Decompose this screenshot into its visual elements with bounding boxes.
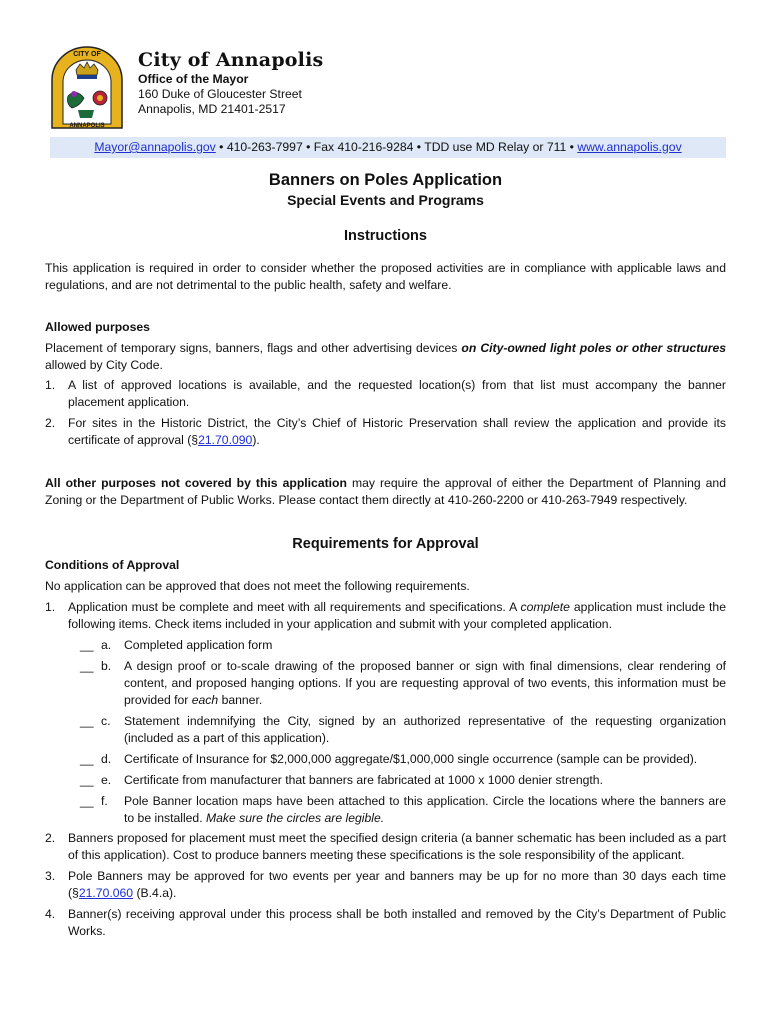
conditions-intro: No application can be approved that does not meet the following requirements.	[45, 579, 470, 593]
letterhead	[48, 44, 729, 134]
list-text: A list of approved locations is available, and the requested location(s) from that list must accompany the banner placement application.	[68, 378, 726, 409]
allowed-text-start: Placement of temporary signs, banners, flags and other advertising devices	[45, 341, 462, 355]
allowed-list	[45, 377, 726, 449]
intro-section	[45, 260, 726, 294]
list-item	[45, 599, 726, 633]
check-letter: e.	[101, 773, 112, 787]
check-text: Statement indemnifying the City, signed by an authorized representative of the requesting organization (included as a part of this application).	[124, 714, 726, 745]
check-text-emphasis: each	[191, 693, 219, 707]
checklist-item-a	[45, 637, 726, 654]
allowed-purposes-section	[45, 319, 726, 449]
separator: •	[219, 140, 224, 154]
list-text: Application must be complete and meet with all requirements and specifications. A	[68, 600, 521, 614]
check-text-end: banner.	[218, 693, 263, 707]
title-block	[45, 170, 726, 245]
page-title: Banners on Poles Application	[268, 171, 503, 189]
code-link-21-70-090[interactable]: 21.70.090	[198, 433, 253, 447]
separator: •	[569, 140, 574, 154]
check-letter: f.	[101, 794, 108, 808]
fax: Fax 410-216-9284	[313, 140, 414, 154]
requirements-heading: Requirements for Approval	[292, 536, 479, 552]
check-blank[interactable]: __	[80, 714, 94, 728]
check-letter: a.	[101, 638, 112, 652]
email-link[interactable]: Mayor@annapolis.gov	[94, 140, 216, 154]
page-subtitle: Special Events and Programs	[287, 192, 484, 208]
list-item	[45, 415, 726, 449]
list-item	[45, 377, 726, 411]
city-seal-logo	[48, 44, 126, 132]
intro-paragraph: This application is required in order to consider whether the proposed activities are in compliance with applicable laws and regulations, and are not detrimental to the public health, safety and welfare.	[45, 261, 726, 292]
list-text: For sites in the Historic District, the City’s Chief of Historic Preservation shall review the application and provide its certificate of approval (§	[68, 416, 726, 447]
list-text-end: ).	[252, 433, 260, 447]
list-number: 3.	[45, 869, 56, 883]
other-purposes-section	[45, 475, 726, 509]
check-text: Certificate of Insurance for $2,000,000 aggregate/$1,000,000 single occurrence (sample can be provided).	[124, 752, 698, 766]
office-name: Office of the Mayor	[138, 72, 249, 86]
phone: 410-263-7997	[226, 140, 303, 154]
list-number: 4.	[45, 907, 56, 921]
check-text-emphasis: Make sure the circles are legible.	[205, 811, 385, 825]
list-text: Pole Banners may be approved for two events per year and banners may be up for no more than 30 days each time (§	[68, 869, 726, 900]
check-text: Certificate from manufacturer that banners are fabricated at 1000 x 1000 denier strength.	[124, 773, 603, 787]
check-letter: d.	[101, 752, 112, 766]
list-item	[45, 868, 726, 902]
address-line-1: 160 Duke of Gloucester Street	[138, 87, 302, 101]
other-purposes-paragraph	[45, 475, 726, 509]
allowed-purposes-heading: Allowed purposes	[45, 320, 150, 334]
contact-bar	[50, 137, 726, 158]
separator: •	[416, 140, 422, 154]
check-blank[interactable]: __	[80, 659, 94, 673]
check-text: Pole Banner location maps have been attached to this application. Circle the locations where the banners are to be installed.	[124, 794, 726, 825]
list-text: Banners proposed for placement must meet the specified design criteria (a banner schematic has been included as a part of this application). Cost to produce banners meeting these specifications is the sole responsibility of the applicant.	[68, 831, 726, 862]
check-letter: b.	[101, 659, 112, 673]
list-number: 2.	[45, 831, 56, 845]
check-text: A design proof or to-scale drawing of the proposed banner or sign with final dimensions, clear rendering of content, and proposed hanging options. If you are requesting approval of two events, this information must be provided for	[124, 659, 726, 707]
organization-block	[138, 48, 323, 117]
checklist-item-b	[45, 658, 726, 709]
instructions-heading: Instructions	[344, 228, 427, 244]
check-blank[interactable]: __	[80, 773, 94, 787]
other-purposes-bold: All other purposes not covered by this application	[45, 476, 347, 490]
allowed-text-emphasis: on City-owned light poles or other structures	[461, 341, 726, 355]
seal-text-top: CITY OF	[73, 51, 101, 58]
requirements-section	[45, 536, 726, 940]
tdd: TDD use MD Relay or 711	[424, 140, 567, 154]
address-line-2: Annapolis, MD 21401-2517	[138, 102, 286, 116]
list-item	[45, 830, 726, 864]
allowed-purposes-text	[45, 340, 726, 374]
list-text-emphasis: complete	[520, 600, 570, 614]
org-name: City of Annapolis	[138, 49, 324, 71]
check-blank[interactable]: __	[80, 638, 94, 652]
checklist-item-e	[45, 772, 726, 789]
checklist-item-c	[45, 713, 726, 747]
list-item	[45, 906, 726, 940]
allowed-text-end: allowed by City Code.	[45, 358, 163, 372]
check-text: Completed application form	[124, 638, 273, 652]
list-number: 2.	[45, 416, 56, 430]
conditions-heading: Conditions of Approval	[45, 558, 180, 572]
list-text-end: application must include the following items. Check items included in your application and submit with your completed application.	[68, 600, 726, 631]
check-blank[interactable]: __	[80, 794, 94, 808]
code-link-21-70-060[interactable]: 21.70.060	[78, 886, 134, 900]
other-purposes-text: may require the approval of either the Department of Planning and Zoning or the Department of Public Works. Please contact them directly at 410-260-2200 or 410-263-7949 respectively.	[45, 476, 726, 507]
checklist-item-f	[45, 793, 726, 827]
list-number: 1.	[45, 378, 56, 392]
website-link[interactable]: www.annapolis.gov	[577, 140, 682, 154]
seal-text-bottom: ANNAPOLIS	[69, 123, 105, 129]
check-letter: c.	[101, 714, 111, 728]
list-text: Banner(s) receiving approval under this process shall be both installed and removed by the City’s Department of Public Works.	[68, 907, 726, 938]
list-number: 1.	[45, 600, 56, 614]
separator: •	[306, 140, 311, 154]
list-text-end: (B.4.a).	[133, 886, 177, 900]
check-blank[interactable]: __	[80, 752, 94, 766]
checklist-item-d	[45, 751, 726, 768]
